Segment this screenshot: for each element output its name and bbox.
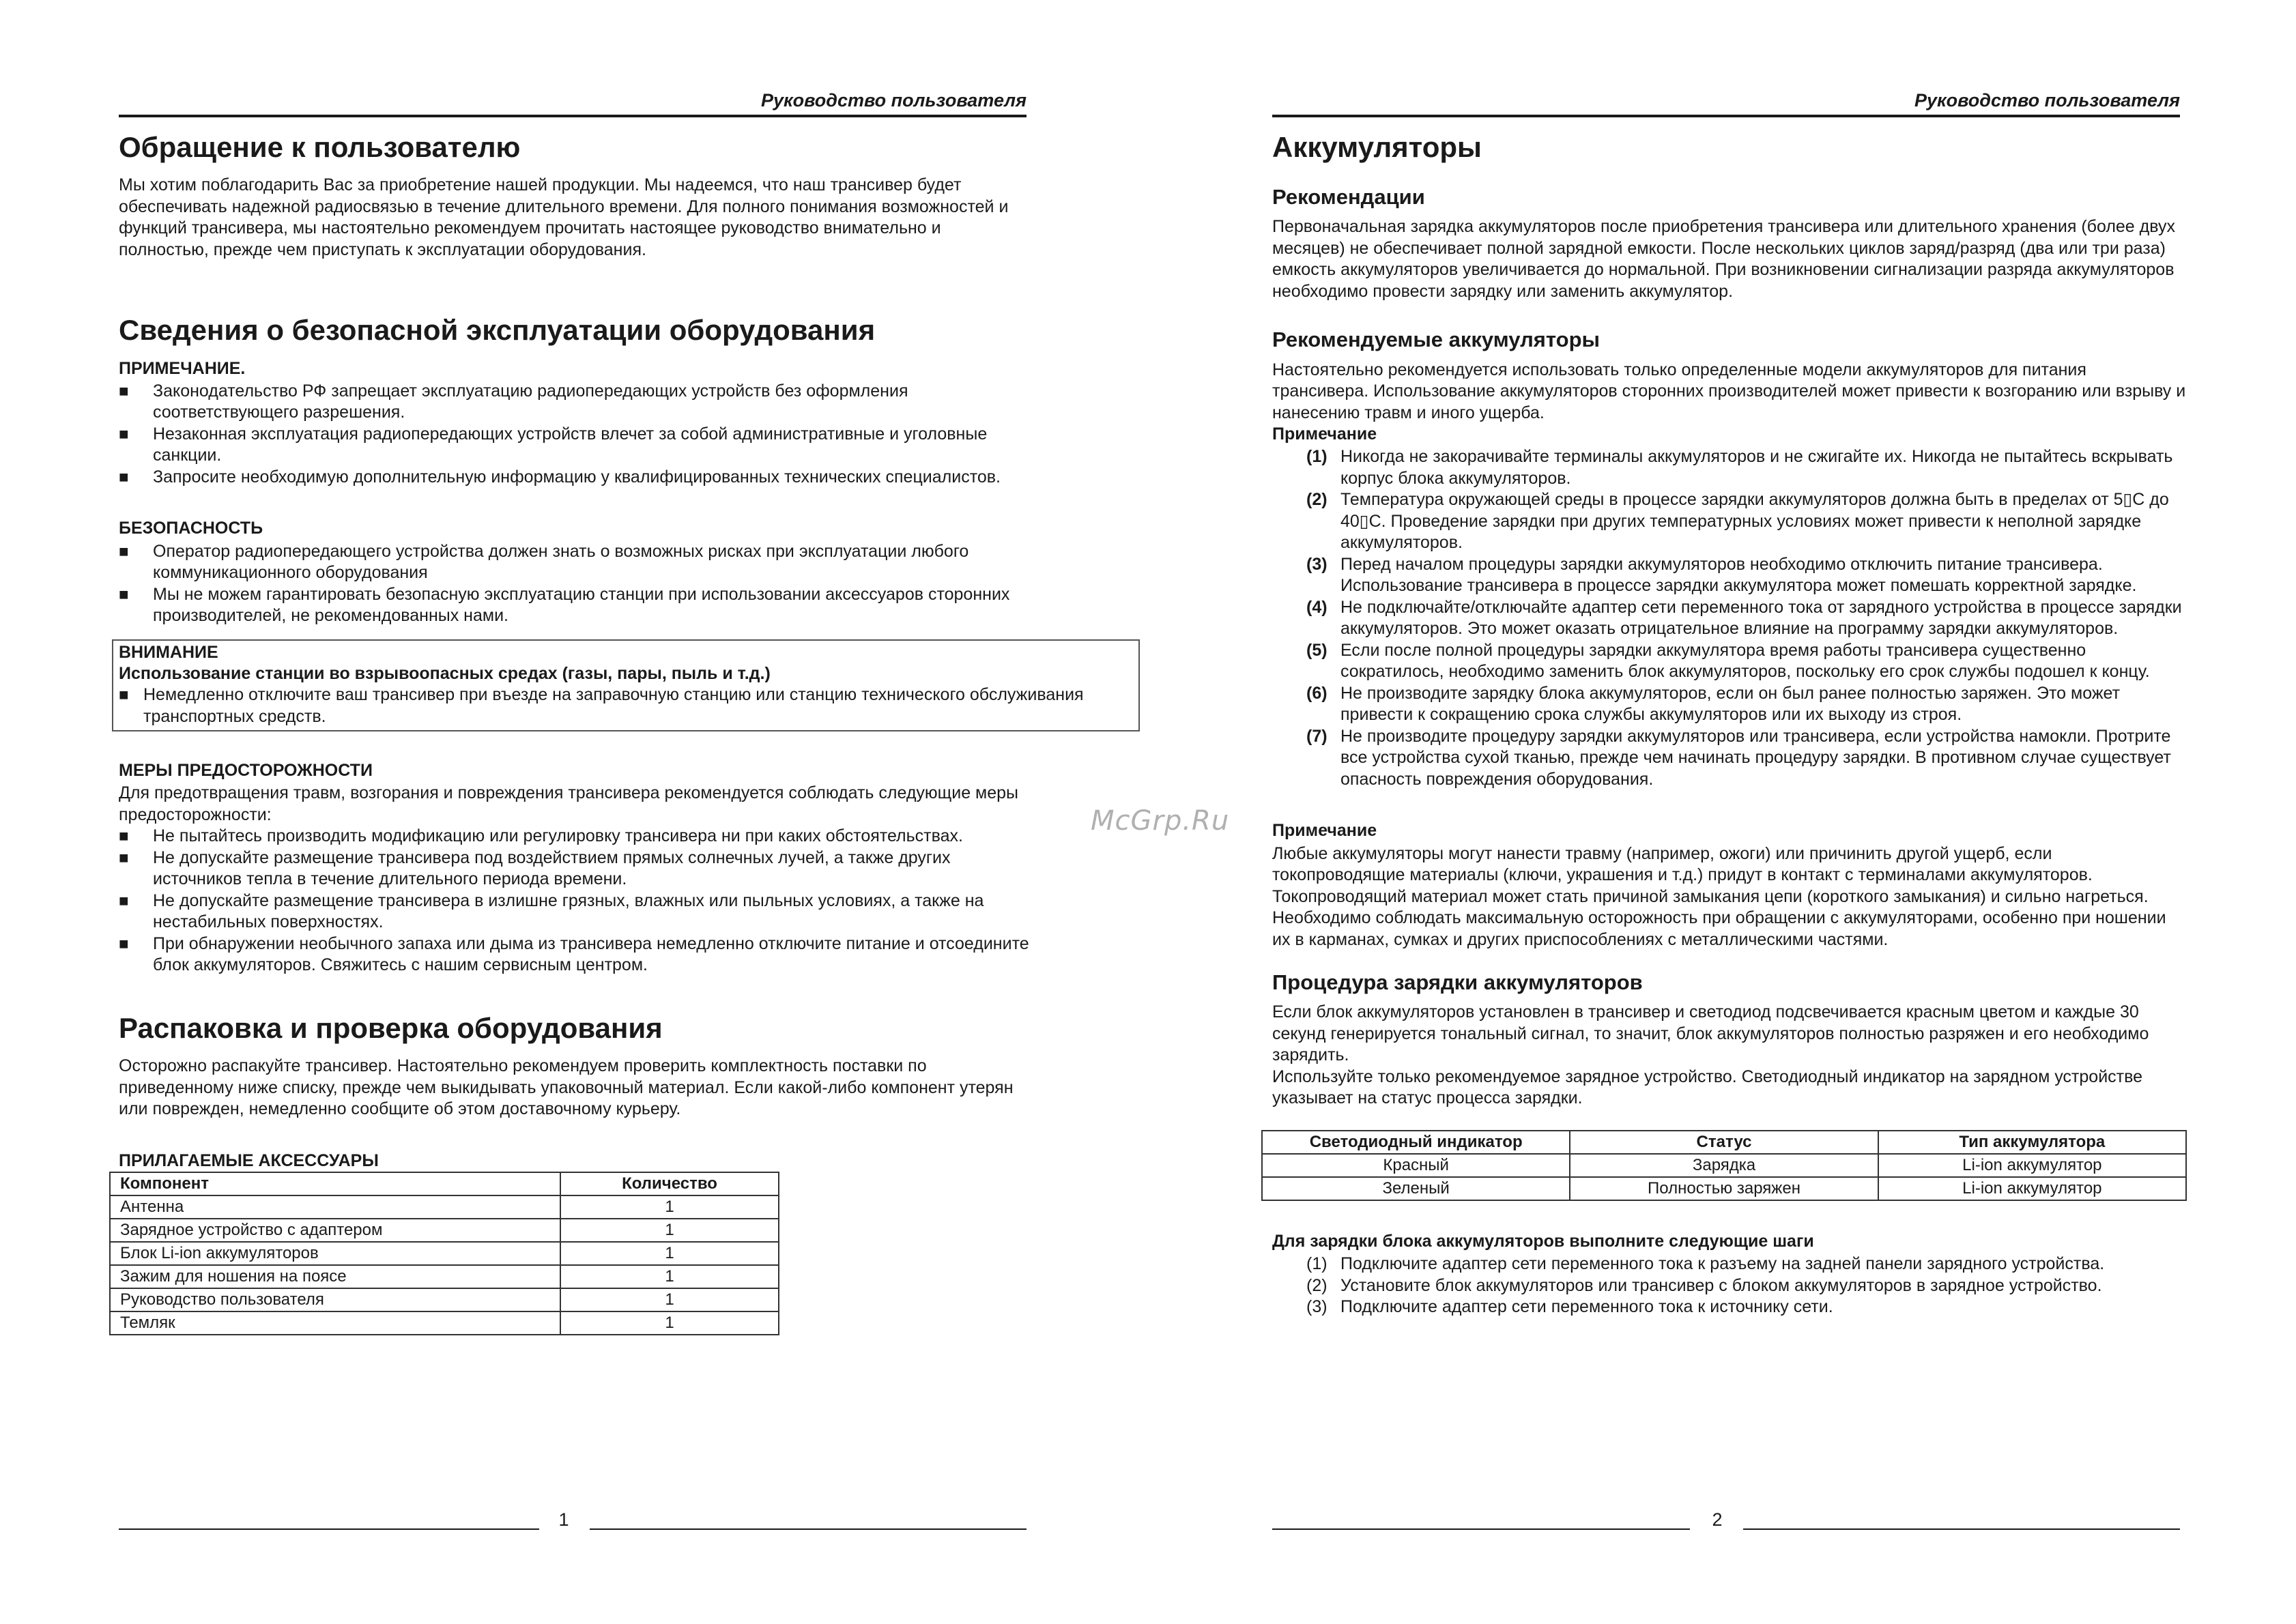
item-number: (2): [1306, 490, 1328, 510]
list-item: [1306, 683, 2187, 726]
table-row: [110, 1219, 779, 1242]
footer-rule-left: [119, 1528, 539, 1530]
charging-steps-list: [1272, 1253, 2187, 1318]
safety-label: БЕЗОПАСНОСТЬ: [119, 519, 263, 538]
table-cell: Темляк: [110, 1311, 560, 1335]
header-rule: [1272, 115, 2180, 117]
watermark: McGrp.Ru: [1091, 805, 1230, 837]
list-item: [1306, 446, 2187, 489]
page-right: [1148, 0, 2296, 1624]
table-cell: Антенна: [110, 1195, 560, 1219]
warning-list: [119, 684, 1136, 727]
table-header: Светодиодный индикатор: [1262, 1131, 1570, 1154]
footer-rule-right: [1743, 1528, 2180, 1530]
table-cell: Зарядное устройство с адаптером: [110, 1219, 560, 1242]
item-text: Перед началом процедуры зарядки аккумуляторов необходимо отключить питание трансивера. Использование трансивера в процессе зарядки аккумулятора может помешать корректной зарядке.: [1340, 554, 2137, 596]
header-rule: [119, 115, 1027, 117]
table-header: Компонент: [110, 1172, 560, 1195]
list-item: ■ Немедленно отключите ваш трансивер при въезде на заправочную станцию или станцию технического обслуживания транспортных средств.: [119, 684, 1136, 727]
page-number: 1: [558, 1509, 569, 1530]
item-number: (1): [1306, 447, 1328, 467]
item-text: Не производите процедуру зарядки аккумуляторов или трансивера, если устройства намокли. Протрите все устройства сухой тканью, прежде чем начинать процедуру зарядки. В противном случае существует опасность повреждения оборудования.: [1340, 726, 2171, 789]
table-cell: 1: [560, 1265, 779, 1288]
item-text: Не подключайте/отключайте адаптер сети переменного тока от зарядного устройства в процессе зарядки аккумуляторов. Это может оказать отрицательное влияние на программу зарядки аккумуляторов.: [1340, 597, 2182, 639]
footer-rule-left: [1272, 1528, 1690, 1530]
list-item: ■ Оператор радиопередающего устройства должен знать о возможных рисках при эксплуатации любого коммуникационного оборудования: [119, 541, 1033, 584]
list-item: ■ Законодательство РФ запрещает эксплуатацию радиопередающих устройств без оформления соответствующего разрешения.: [119, 381, 1033, 424]
accessories-label: ПРИЛАГАЕМЫЕ АКСЕССУАРЫ: [119, 1150, 379, 1170]
running-header: [119, 90, 1027, 111]
item-text: Если после полной процедуры зарядки аккумулятора время работы трансивера существенно сократилось, необходимо заменить блок аккумуляторов, поскольку его срок службы подошел к концу.: [1340, 640, 2150, 682]
section-title-safety: Сведения о безопасной эксплуатации оборудования: [119, 314, 876, 347]
item-text: Температура окружающей среды в процессе зарядки аккумуляторов должна быть в пределах от 5▯C до 40▯C. Проведение зарядки при других температурных условиях может привести к неполной зарядке аккумуляторов.: [1340, 490, 2169, 553]
list-item: ■ Не допускайте размещение трансивера под воздействием прямых солнечных лучей, а также других источников тепла в течение длительного периода времени.: [119, 847, 1033, 890]
right-content: [1272, 131, 2187, 1318]
page-footer: [119, 1509, 1027, 1537]
table-row: [1262, 1177, 2186, 1200]
table-row: [1262, 1154, 2186, 1177]
item-number: (2): [1306, 1275, 1328, 1295]
warning-label: ВНИМАНИЕ: [119, 642, 218, 662]
item-number: (5): [1306, 640, 1328, 660]
table-header: Тип аккумулятора: [1878, 1131, 2186, 1154]
subsection-title-charging-procedure: Процедура зарядки аккумуляторов: [1272, 970, 1643, 995]
running-header-text: Руководство пользователя: [760, 90, 1027, 111]
unpacking-text: Осторожно распакуйте трансивер. Настоятельно рекомендуем проверить комплектность поставки по приведенному ниже списку, прежде чем выкидывать упаковочный материал. Если какой-либо компонент утерян или поврежден, немедленно сообщите об этом доставочному курьеру.: [119, 1056, 1014, 1119]
list-item: [1306, 1253, 2187, 1275]
table-header: Количество: [560, 1172, 779, 1195]
table-header-row: [1262, 1131, 2186, 1154]
page-number: 2: [1712, 1509, 1723, 1530]
note-text: Любые аккумуляторы могут нанести травму (например, ожоги) или причинить другой ущерб, если токопроводящие материалы (ключи, украшения и т.д.) придут в контакт с терминалами аккумуляторов. Токопроводящий материал может стать причиной замыкания цепи (короткого замыкания) и сильно нагреться. Необходимо соблюдать максимальную осторожность при обращении с аккумуляторами, особенно при ношении их в карманах, сумках и других приспособлениях с металлическими частями.: [1272, 843, 2166, 949]
appeal-text: Мы хотим поблагодарить Вас за приобретение нашей продукции. Мы надеемся, что наш трансивер будет обеспечивать надежной радиосвязью в течение длительного времени. Для полного понимания возможностей и функций трансивера, мы настоятельно рекомендуем прочитать настоящее руководство внимательно и полностью, прежде чем приступать к эксплуатации оборудования.: [119, 175, 1009, 259]
running-header: [1272, 90, 2180, 111]
list-item: ■ Запросите необходимую дополнительную информацию у квалифицированных технических специалистов.: [119, 467, 1033, 489]
section-title-batteries: Аккумуляторы: [1272, 131, 1482, 163]
table-row: [110, 1288, 779, 1311]
table-cell: Зажим для ношения на поясе: [110, 1265, 560, 1288]
list-item: [1306, 489, 2187, 554]
running-header-text: Руководство пользователя: [1914, 90, 2180, 111]
warning-box: [112, 639, 1140, 732]
table-cell: 1: [560, 1311, 779, 1335]
accessories-table: [109, 1172, 779, 1335]
item-text: Установите блок аккумуляторов или трансивер с блоком аккумуляторов в зарядное устройство.: [1340, 1275, 2102, 1295]
list-item: [1306, 726, 2187, 791]
table-cell: 1: [560, 1219, 779, 1242]
subsection-title-recommendations: Рекомендации: [1272, 185, 1425, 209]
list-item: ■ Не допускайте размещение трансивера в излишне грязных, влажных или пыльных условиях, а также на нестабильных поверхностях.: [119, 890, 1033, 933]
table-cell: 1: [560, 1195, 779, 1219]
section-title-appeal: Обращение к пользователю: [119, 131, 521, 163]
item-text: Подключите адаптер сети переменного тока к разъему на задней панели зарядного устройства.: [1340, 1254, 2105, 1274]
list-item: ■ Мы не можем гарантировать безопасную эксплуатацию станции при использовании аксессуаров сторонних производителей, не рекомендованных нами.: [119, 584, 1033, 627]
recommendations-text: Первоначальная зарядка аккумуляторов после приобретения трансивера или длительного хранения (более двух месяцев) не обеспечивает полной зарядной емкости. После нескольких циклов заряд/разряд (два или три раза) емкость аккумуляторов увеличивается до нормальной. При возникновении сигнализации разряда аккумуляторов необходимо провести зарядку или заменить аккумулятор.: [1272, 217, 2175, 301]
left-content: [119, 131, 1084, 1335]
note-label: Примечание: [1272, 821, 1377, 841]
item-number: (7): [1306, 726, 1328, 746]
subsection-title-recommended-batteries: Рекомендуемые аккумуляторы: [1272, 328, 1601, 352]
steps-label: Для зарядки блока аккумуляторов выполните следующие шаги: [1272, 1231, 1814, 1251]
table-cell: 1: [560, 1242, 779, 1265]
item-text: Подключите адаптер сети переменного тока к источнику сети.: [1340, 1297, 1833, 1317]
table-header: Статус: [1570, 1131, 1878, 1154]
page-footer: [1272, 1509, 2180, 1537]
table-cell: Li-ion аккумулятор: [1878, 1177, 2186, 1200]
item-number: (3): [1306, 554, 1328, 574]
list-item: [1306, 554, 2187, 597]
precautions-list: [119, 826, 1033, 976]
table-row: [110, 1242, 779, 1265]
list-item: ■ Не пытайтесь производить модификацию или регулировку трансивера ни при каких обстоятельствах.: [119, 826, 1033, 847]
item-number: (4): [1306, 597, 1328, 617]
led-status-table: [1261, 1130, 2187, 1201]
footer-rule-right: [590, 1528, 1027, 1530]
battery-notes-list: [1272, 446, 2187, 790]
precautions-label: МЕРЫ ПРЕДОСТОРОЖНОСТИ: [119, 761, 373, 781]
item-text: Никогда не закорачивайте терминалы аккумуляторов и не сжигайте их. Никогда не пытайтесь вскрывать корпус блока аккумуляторов.: [1340, 447, 2173, 488]
note-list: [119, 381, 1033, 489]
list-item: [1306, 597, 2187, 640]
note-label: ПРИМЕЧАНИЕ.: [119, 358, 246, 378]
list-item: [1306, 1296, 2187, 1318]
safety-list: [119, 541, 1033, 627]
table-cell: Блок Li-ion аккумуляторов: [110, 1242, 560, 1265]
table-cell: Руководство пользователя: [110, 1288, 560, 1311]
table-row: [110, 1265, 779, 1288]
list-item: [1306, 1275, 2187, 1297]
table-cell: 1: [560, 1288, 779, 1311]
item-number: (6): [1306, 683, 1328, 703]
section-title-unpacking: Распаковка и проверка оборудования: [119, 1011, 663, 1044]
table-cell: Полностью заряжен: [1570, 1177, 1878, 1200]
table-row: [110, 1195, 779, 1219]
warning-subtitle: Использование станции во взрывоопасных средах (газы, пары, пыль и т.д.): [119, 663, 771, 683]
precautions-intro: Для предотвращения травм, возгорания и повреждения трансивера рекомендуется соблюдать следующие меры предосторожности:: [119, 783, 1019, 824]
table-cell: Зеленый: [1262, 1177, 1570, 1200]
item-number: (3): [1306, 1297, 1328, 1317]
charging-text-2: Используйте только рекомендуемое зарядное устройство. Светодиодный индикатор на зарядном устройстве указывает на статус процесса зарядки.: [1272, 1067, 2143, 1108]
item-text: Не производите зарядку блока аккумуляторов, если он был ранее полностью заряжен. Это может привести к сокращению срока службы аккумуляторов или их выходу из строя.: [1340, 683, 2121, 725]
recommended-batteries-text: Настоятельно рекомендуется использовать только определенные модели аккумуляторов для питания трансивера. Использование аккумуляторов сторонних производителей может привести к возгоранию или взрыву и нанесению травм и иного ущерба.: [1272, 360, 2186, 422]
table-row: [110, 1311, 779, 1335]
charging-text-1: Если блок аккумуляторов установлен в трансивер и светодиод подсвечивается красным цветом и каждые 30 секунд генерируется тональный сигнал, то значит, блок аккумуляторов полностью разряжен и его необходимо зарядить.: [1272, 1002, 2149, 1065]
list-item: ■ Незаконная эксплуатация радиопередающих устройств влечет за собой административные и уголовные санкции.: [119, 424, 1033, 467]
table-cell: Li-ion аккумулятор: [1878, 1154, 2186, 1177]
table-cell: Зарядка: [1570, 1154, 1878, 1177]
list-item: [1306, 640, 2187, 683]
table-header-row: [110, 1172, 779, 1195]
table-cell: Красный: [1262, 1154, 1570, 1177]
note-label: Примечание: [1272, 424, 1377, 444]
list-item: ■ При обнаружении необычного запаха или дыма из трансивера немедленно отключите питание и отсоедините блок аккумуляторов. Свяжитесь с нашим сервисным центром.: [119, 933, 1033, 976]
item-number: (1): [1306, 1254, 1328, 1274]
